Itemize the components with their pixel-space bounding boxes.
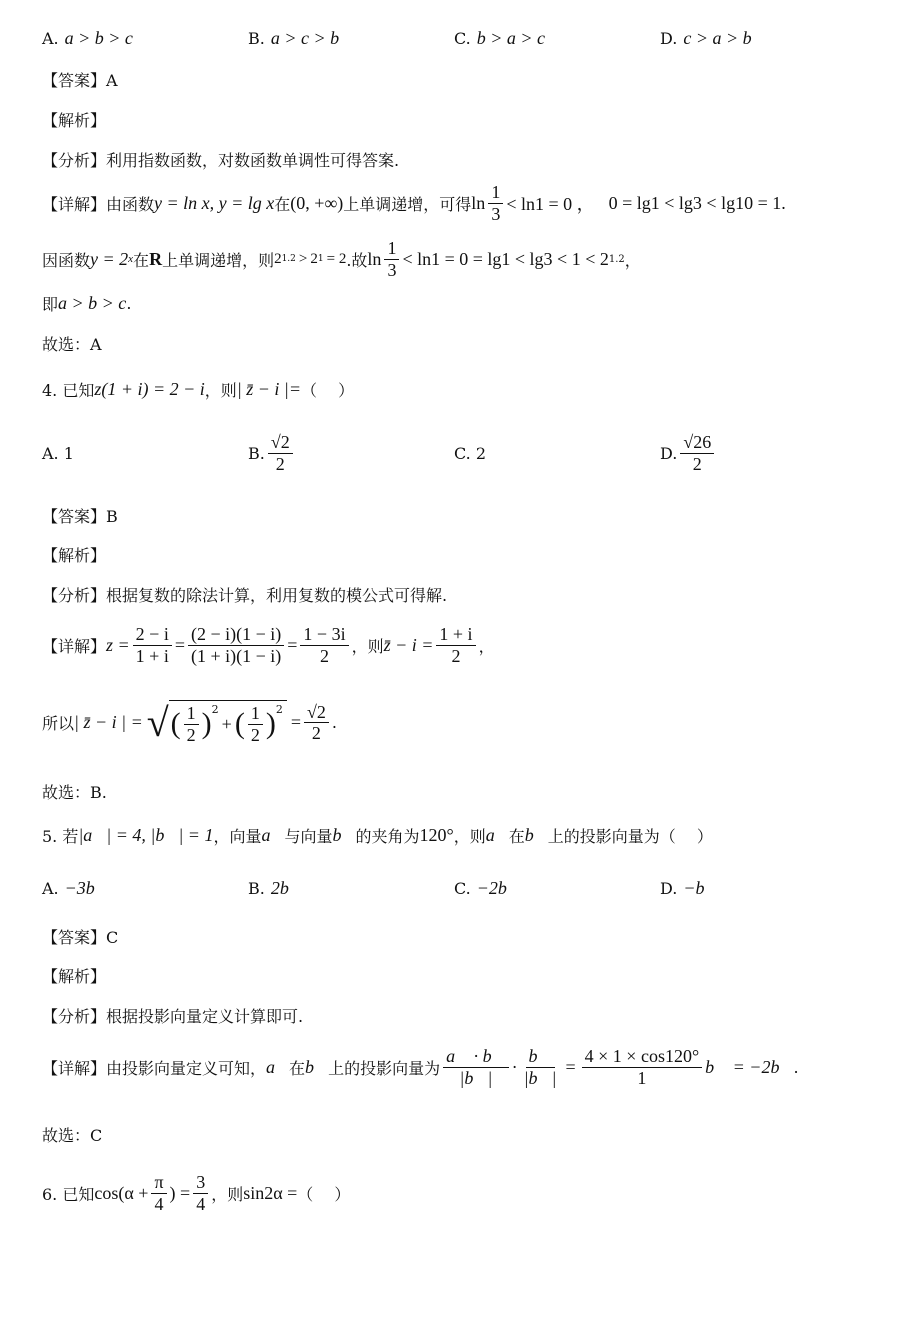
q5-jiexi: 【解析】	[42, 967, 107, 986]
q5-option-a: A. −3b⃗	[42, 878, 109, 898]
q5-choose: 故选：C	[42, 1126, 103, 1145]
q4-answer: 【答案】B	[42, 507, 118, 526]
q3-answer: 【答案】A	[42, 71, 118, 90]
fraction-one-third: $\frac{1}{3}$	[488, 182, 503, 224]
q5-detail: 【详解】由投影向量定义可知， a⃗ 在 b⃗ 上的投影向量为 $\frac{a⃗ \cdot b⃗}{|b⃗|}$ · $\frac{b⃗}{|b⃗|}$ = $\frac{4 \times 1 \times \cos 120^\circ}{1}$ b⃗ = −2b⃗ .	[42, 1046, 799, 1088]
q4-choose: 故选：B.	[42, 783, 107, 802]
q3-jiexi: 【解析】	[42, 111, 107, 130]
q6-stem: 6. 已知 cos(α + $\frac{\pi}{4}$ ) = $\frac{3}{4}$ ，则 sin2α = （ ）	[42, 1172, 351, 1214]
q4-option-a: A. 1	[42, 444, 74, 463]
q5-answer: 【答案】C	[42, 928, 119, 947]
q3-detail-line1: 【详解】由函数 y = ln x, y = lg x 在 (0, +∞) 上单调递增，可得 ln $\frac{1}{3}$ < ln1 = 0 ， 0 = lg1 < lg3 < lg10 = 1.	[42, 182, 786, 224]
q4-so: 所以 | z̄ − i | = √ ( $\frac{1}{2}$ ) $^2$ + ( $\frac{1}{2}$ ) $^2$ = $\frac{√2}{2}$ .	[42, 699, 337, 745]
q4-fenxi: 【分析】根据复数的除法计算，利用复数的模公式可得解.	[42, 586, 448, 605]
fraction-one-third-2: $\frac{1}{3}$	[384, 238, 399, 280]
q3-detail-line2: 因函数 y = 2 x 在 R 上单调递增，则 2 1.2 > 2 1 = 2 .故 ln $\frac{1}{3}$ < ln1 = 0 = lg1 < lg3 < 1 < 2 1.2 ，	[42, 238, 641, 280]
q4-detail: 【详解】 z = $\frac{2 - i}{1 + i}$ = $\frac{(2 - i)(1 - i)}{(1 + i)(1 - i)}$ = $\frac{1 - 3i}{2}$ ，则 z̄ − i = $\frac{1 + i}{2}$ ，	[42, 624, 495, 666]
q3-option-c: C. b > a > c	[454, 28, 546, 48]
q3-option-b: B. a > c > b	[248, 28, 340, 48]
q4-jiexi: 【解析】	[42, 546, 107, 565]
q3-detail-line3: 即 a > b > c .	[42, 293, 132, 314]
q4-option-c: C. 2	[454, 444, 487, 463]
q5-option-c: C. −2b⃗	[454, 878, 521, 898]
q4-stem: 4. 已知 z(1 + i) = 2 − i ，则 | z̄ − i |= （ ）	[42, 379, 355, 400]
q5-stem: 5. 若 |a⃗| = 4, |b⃗| = 1 ，向量 a⃗ 与向量 b⃗ 的夹角为 120° ，则 a⃗ 在 b⃗ 上的投影向量为（ ）	[42, 825, 713, 846]
q4-option-d: D. $\frac{√26}{2}$	[660, 432, 717, 474]
q5-option-b: B. 2b⃗	[248, 878, 303, 898]
q4-option-b: B. $\frac{√2}{2}$	[248, 432, 296, 474]
q3-option-a: A. a > b > c	[42, 28, 133, 48]
q3-choose: 故选：A	[42, 335, 102, 354]
q5-option-d: D. −b⃗	[660, 878, 719, 898]
q3-fenxi: 【分析】利用指数函数，对数函数单调性可得答案.	[42, 151, 400, 170]
q3-option-d: D. c > a > b	[660, 28, 752, 48]
q5-fenxi: 【分析】根据投影向量定义计算即可.	[42, 1007, 304, 1026]
